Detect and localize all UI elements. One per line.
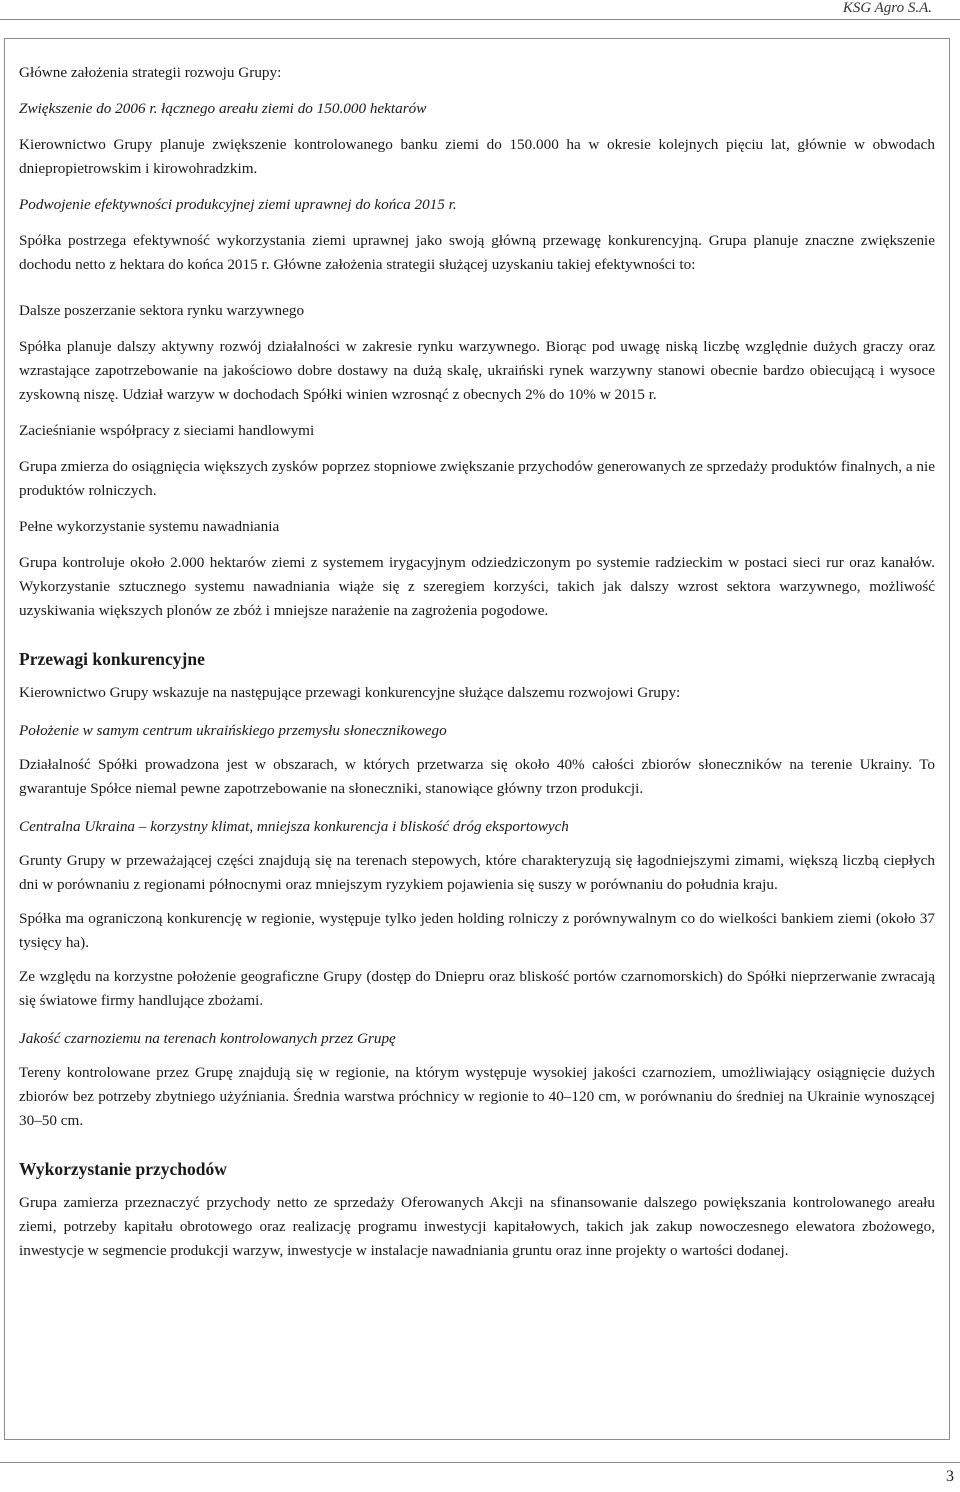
subheading-efficiency: Podwojenie efektywności produkcyjnej ziemi uprawnej do końca 2015 r.: [19, 196, 457, 213]
subheading-vegetables: Dalsze poszerzanie sektora rynku warzywnego: [19, 302, 305, 319]
paragraph-irrigation: Grupa kontroluje około 2.000 hektarów ziemi z systemem irygacyjnym odziedziczonym po systemie radzieckim w postaci sieci rur oraz kanałów. Wykorzystanie sztucznego systemu nawadniania wiąże się z szeregiem korzyści, takich jak dalszy wzrost sektora warzywnego, możliwość uzyskiwania większych plonów ze zbóż i mniejsze narażenie na zagrożenia pogodowe.: [19, 554, 935, 619]
header-rule: [0, 19, 960, 20]
subheading-central-ukraine: Centralna Ukraina – korzystny klimat, mniejsza konkurencja i bliskość dróg eksportowych: [19, 818, 569, 835]
subheading-land-expansion: Zwiększenie do 2006 r. łącznego areału ziemi do 150.000 hektarów: [19, 100, 427, 117]
content-frame: [4, 38, 950, 1440]
section-heading-use-of-proceeds: Wykorzystanie przychodów: [19, 1159, 227, 1179]
paragraph-land-expansion: Kierownictwo Grupy planuje zwiększenie kontrolowanego banku ziemi do 150.000 ha w okresie kolejnych pięciu lat, głównie w obwodach dniepropietrowskim i kirowohradzkim.: [19, 136, 935, 177]
paragraph-competition: Spółka ma ograniczoną konkurencję w regionie, występuje tylko jeden holding rolniczy z porównywalnym co do wielkości bankiem ziemi (około 37 tysięcy ha).: [19, 910, 935, 951]
paragraph-sunflower: Działalność Spółki prowadzona jest w obszarach, w których przetwarza się około 40% całości zbiorów słoneczników na terenie Ukrainy. To gwarantuje Spółce niemal pewne zapotrzebowanie na słoneczniki, stanowiące główny trzon produkcji.: [19, 756, 935, 797]
subheading-chernozem: Jakość czarnoziemu na terenach kontrolowanych przez Grupę: [19, 1030, 396, 1047]
subheading-irrigation: Pełne wykorzystanie systemu nawadniania: [19, 518, 280, 535]
paragraph-chernozem: Tereny kontrolowane przez Grupę znajdują się w regionie, na którym występuje wysokiej jakości czarnoziem, umożliwiający osiągnięcie dużych zbiorów bez potrzeby zbytniego użyźniania. Średnia warstwa próchnicy w regionie to 40–120 cm, w porównaniu do średniej na Ukrainie wynoszącej 30–50 cm.: [19, 1064, 935, 1129]
subheading-retail: Zacieśnianie współpracy z sieciami handlowymi: [19, 422, 315, 439]
paragraph-advantages-intro: Kierownictwo Grupy wskazuje na następujące przewagi konkurencyjne służące dalszemu rozwojowi Grupy:: [19, 684, 681, 701]
paragraph-geography: Ze względu na korzystne położenie geograficzne Grupy (dostęp do Dniepru oraz bliskość portów czarnomorskich) do Spółki nieprzerwanie zwracają się światowe firmy handlujące zbożami.: [19, 968, 935, 1009]
strategy-intro: Główne założenia strategii rozwoju Grupy:: [19, 64, 282, 81]
paragraph-vegetables: Spółka planuje dalszy aktywny rozwój działalności w zakresie rynku warzywnego. Biorąc pod uwagę niską liczbę względnie dużych graczy oraz wzrastające zapotrzebowanie na jakościowo dobre dostawy na dużą skalę, ukraiński rynek warzywny stanowi obecnie bardzo obiecującą i wysoce zyskowną niszę. Udział warzyw w dochodach Spółki winien wzrosnąć z obecnych 2% do 10% w 2015 r.: [19, 338, 935, 403]
running-header: KSG Agro S.A.: [842, 0, 932, 16]
paragraph-use-of-proceeds: Grupa zamierza przeznaczyć przychody netto ze sprzedaży Oferowanych Akcji na sfinansowanie dalszego powiększania kontrolowanego areału ziemi, potrzeby kapitału obrotowego oraz realizację programu inwestycji kapitałowych, takich jak zakup nowoczesnego elewatora zbożowego, inwestycje w segmencie produkcji warzyw, inwestycje w instalacje nawadniania gruntu oraz inne projekty o wartości dodanej.: [19, 1194, 935, 1259]
paragraph-retail: Grupa zmierza do osiągnięcia większych zysków poprzez stopniowe zwiększanie przychodów generowanych ze sprzedaży produktów finalnych, a nie produktów rolniczych.: [19, 458, 935, 499]
subheading-sunflower: Położenie w samym centrum ukraińskiego przemysłu słonecznikowego: [19, 722, 447, 739]
page-number: 3: [946, 1468, 954, 1485]
paragraph-efficiency: Spółka postrzega efektywność wykorzystania ziemi uprawnej jako swoją główną przewagę konkurencyjną. Grupa planuje znaczne zwiększenie dochodu netto z hektara do końca 2015 r. Główne założenia strategii służącej uzyskaniu takiej efektywności to:: [19, 232, 935, 273]
paragraph-climate: Grunty Grupy w przeważającej części znajdują się na terenach stepowych, które charakteryzują się łagodniejszymi zimami, większą liczbą ciepłych dni w porównaniu z regionami północnymi oraz mniejszym ryzykiem pojawienia się suszy w porównaniu do południa kraju.: [19, 852, 935, 893]
footer-rule: [0, 1462, 960, 1463]
section-heading-competitive-advantages: Przewagi konkurencyjne: [19, 649, 205, 669]
